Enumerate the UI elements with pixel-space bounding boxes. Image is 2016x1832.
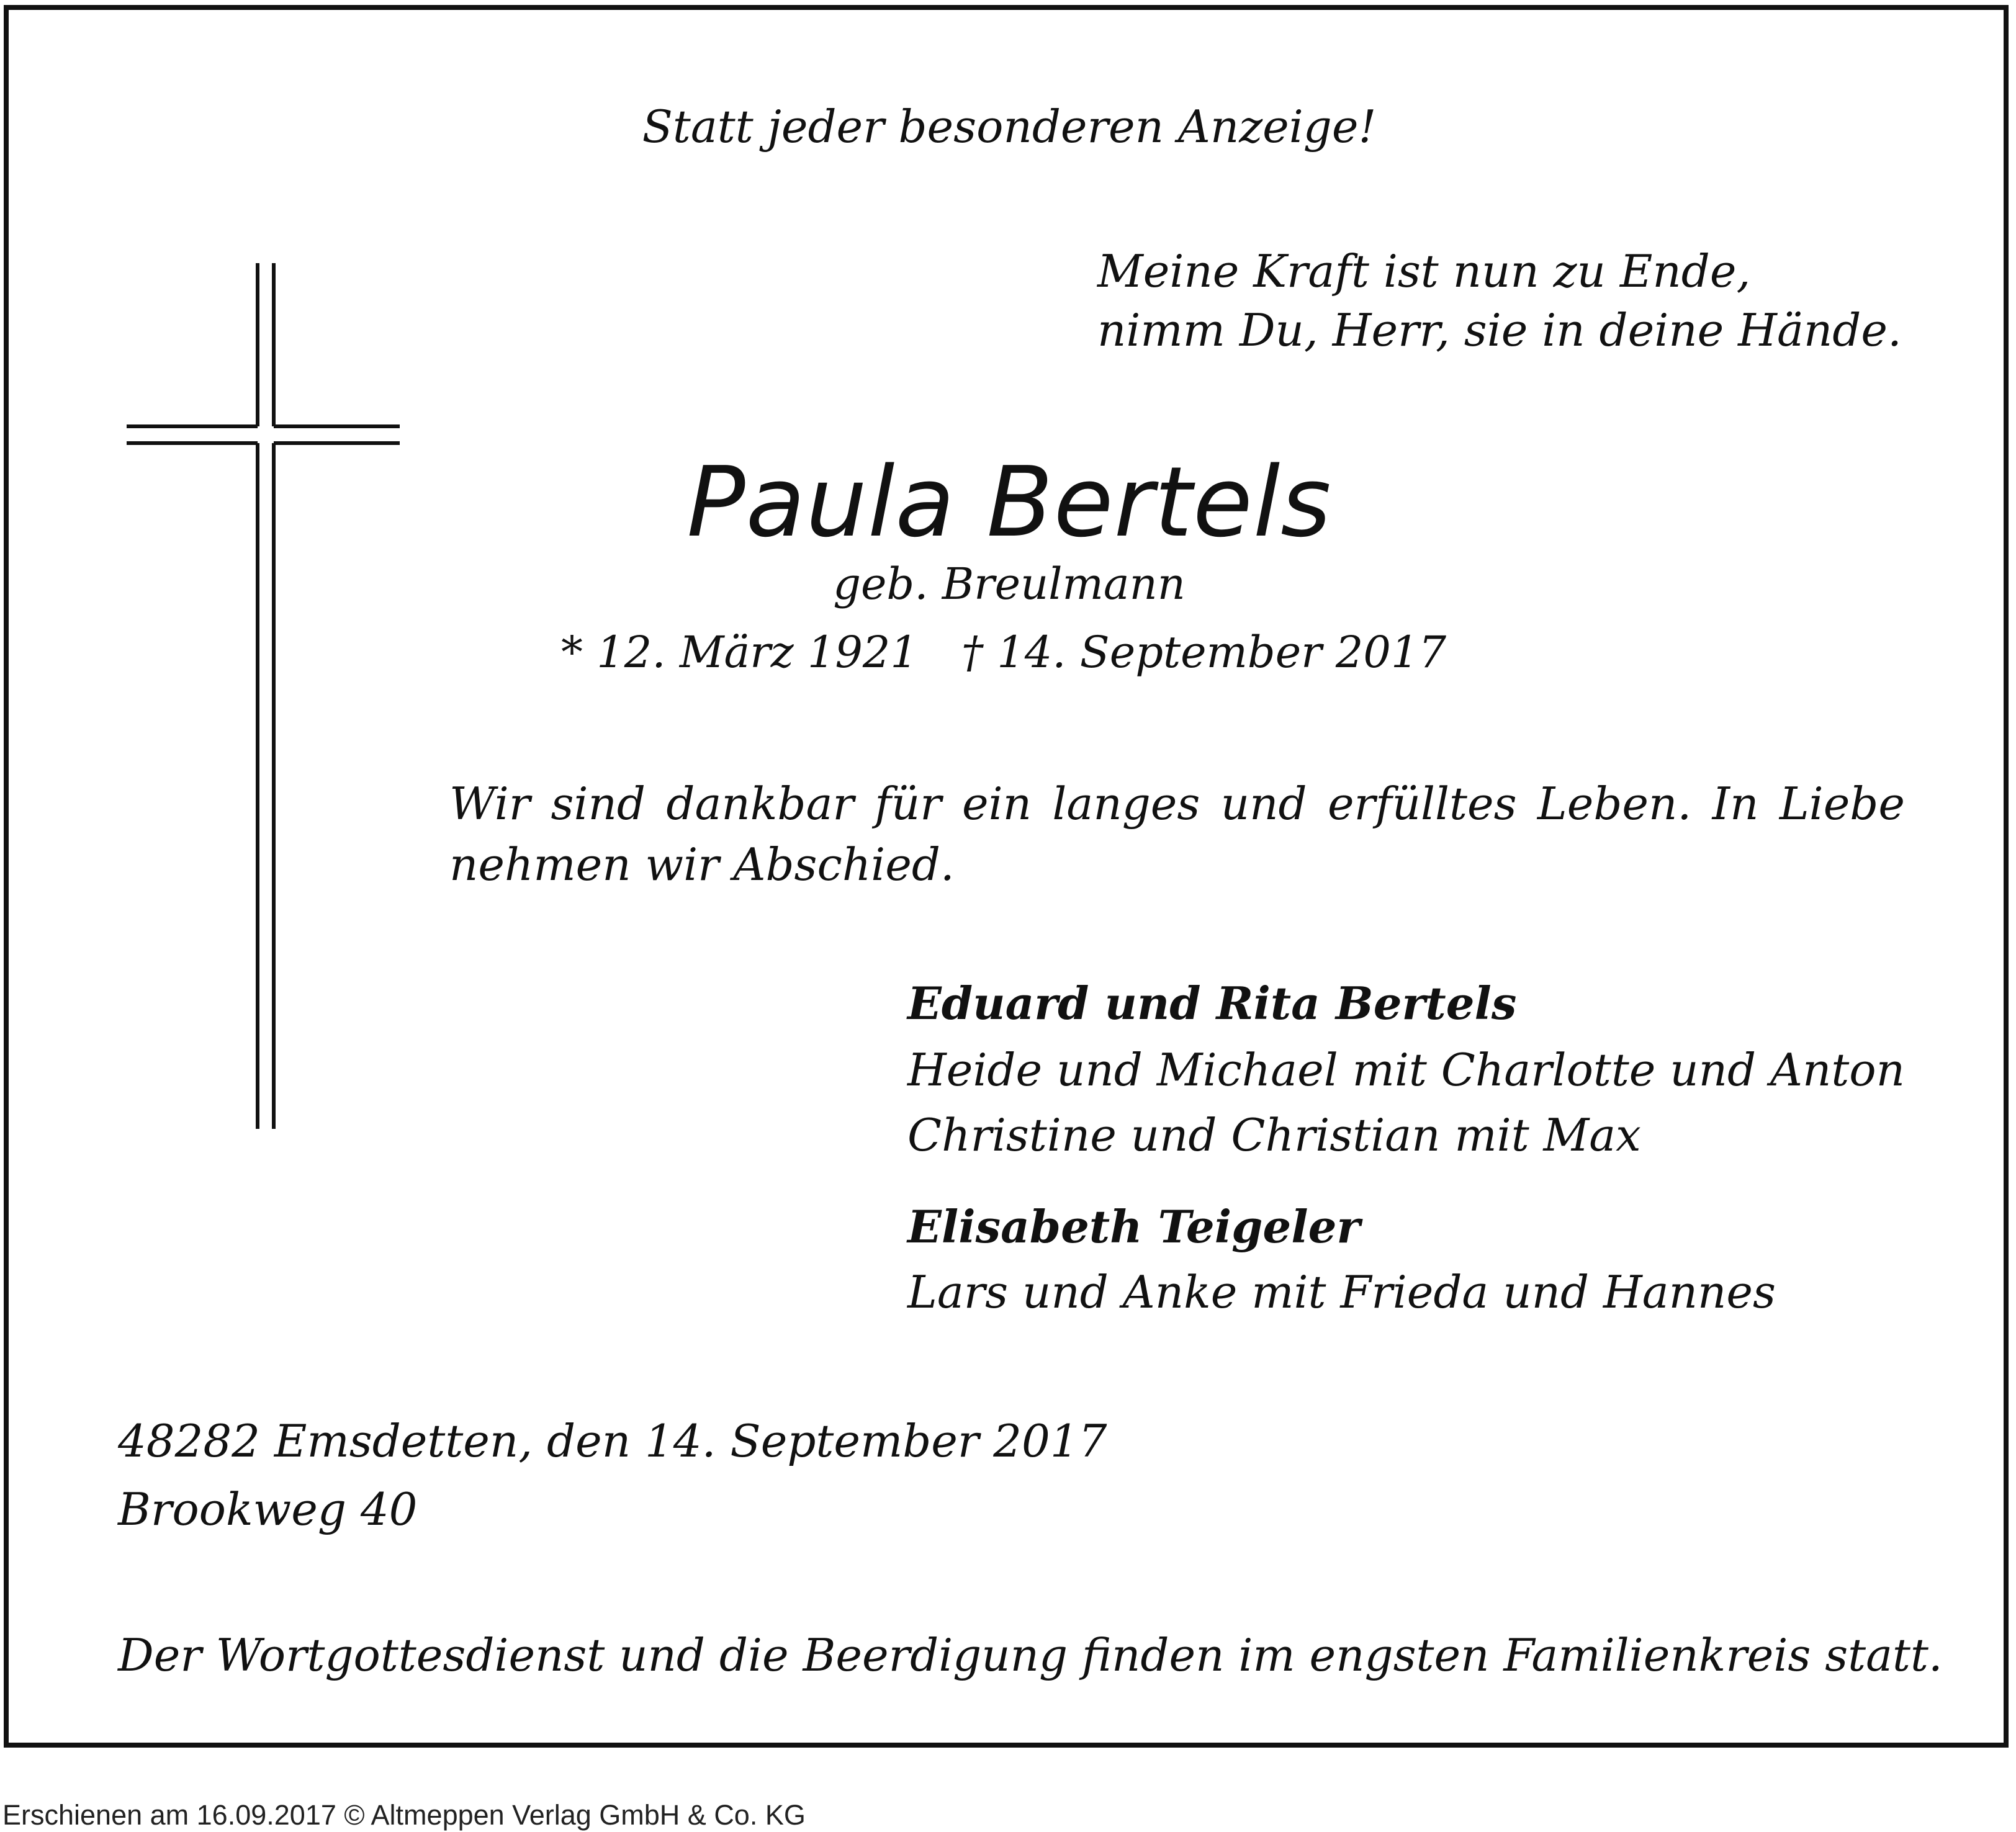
mourner-member: Christine und Christian mit Max [907,1109,1641,1161]
double-line-cross-icon [127,263,400,1129]
life-dates [561,627,1447,678]
farewell-message: Wir sind dankbar für ein langes und erfülltes Leben. In Liebe nehmen wir Abschied. [449,778,1905,891]
mourner-member: Heide und Michael mit Charlotte und Anton [907,1044,1906,1096]
notice-frame [4,5,2009,1748]
deceased-name: Paula Bertels [686,446,1332,559]
verse-line-2: nimm Du, Herr, sie in deine Hände. [1097,304,1902,356]
address-place-date: 48282 Emsdetten, den 14. September 2017 [118,1415,1107,1467]
address-street: Brookweg 40 [118,1483,418,1535]
maiden-name: geb. Breulmann [833,559,1186,609]
birth-date: * 12. März 1921 [561,627,918,678]
mourner-member: Lars und Anke mit Frieda und Hannes [907,1266,1776,1318]
publication-footer: Erschienen am 16.09.2017 © Altmeppen Verlag GmbH & Co. KG [2,1799,806,1831]
verse-line-1: Meine Kraft ist nun zu Ende, [1097,245,1751,297]
funeral-note: Der Wortgottesdienst und die Beerdigung finden im engsten Familienkreis statt. [118,1629,1943,1681]
notice-header: Statt jeder besonderen Anzeige! [642,101,1377,153]
death-date: † 14. September 2017 [961,627,1447,678]
mourner-group-head: Elisabeth Teigeler [907,1200,1361,1253]
mourner-group-head: Eduard und Rita Bertels [907,977,1517,1030]
